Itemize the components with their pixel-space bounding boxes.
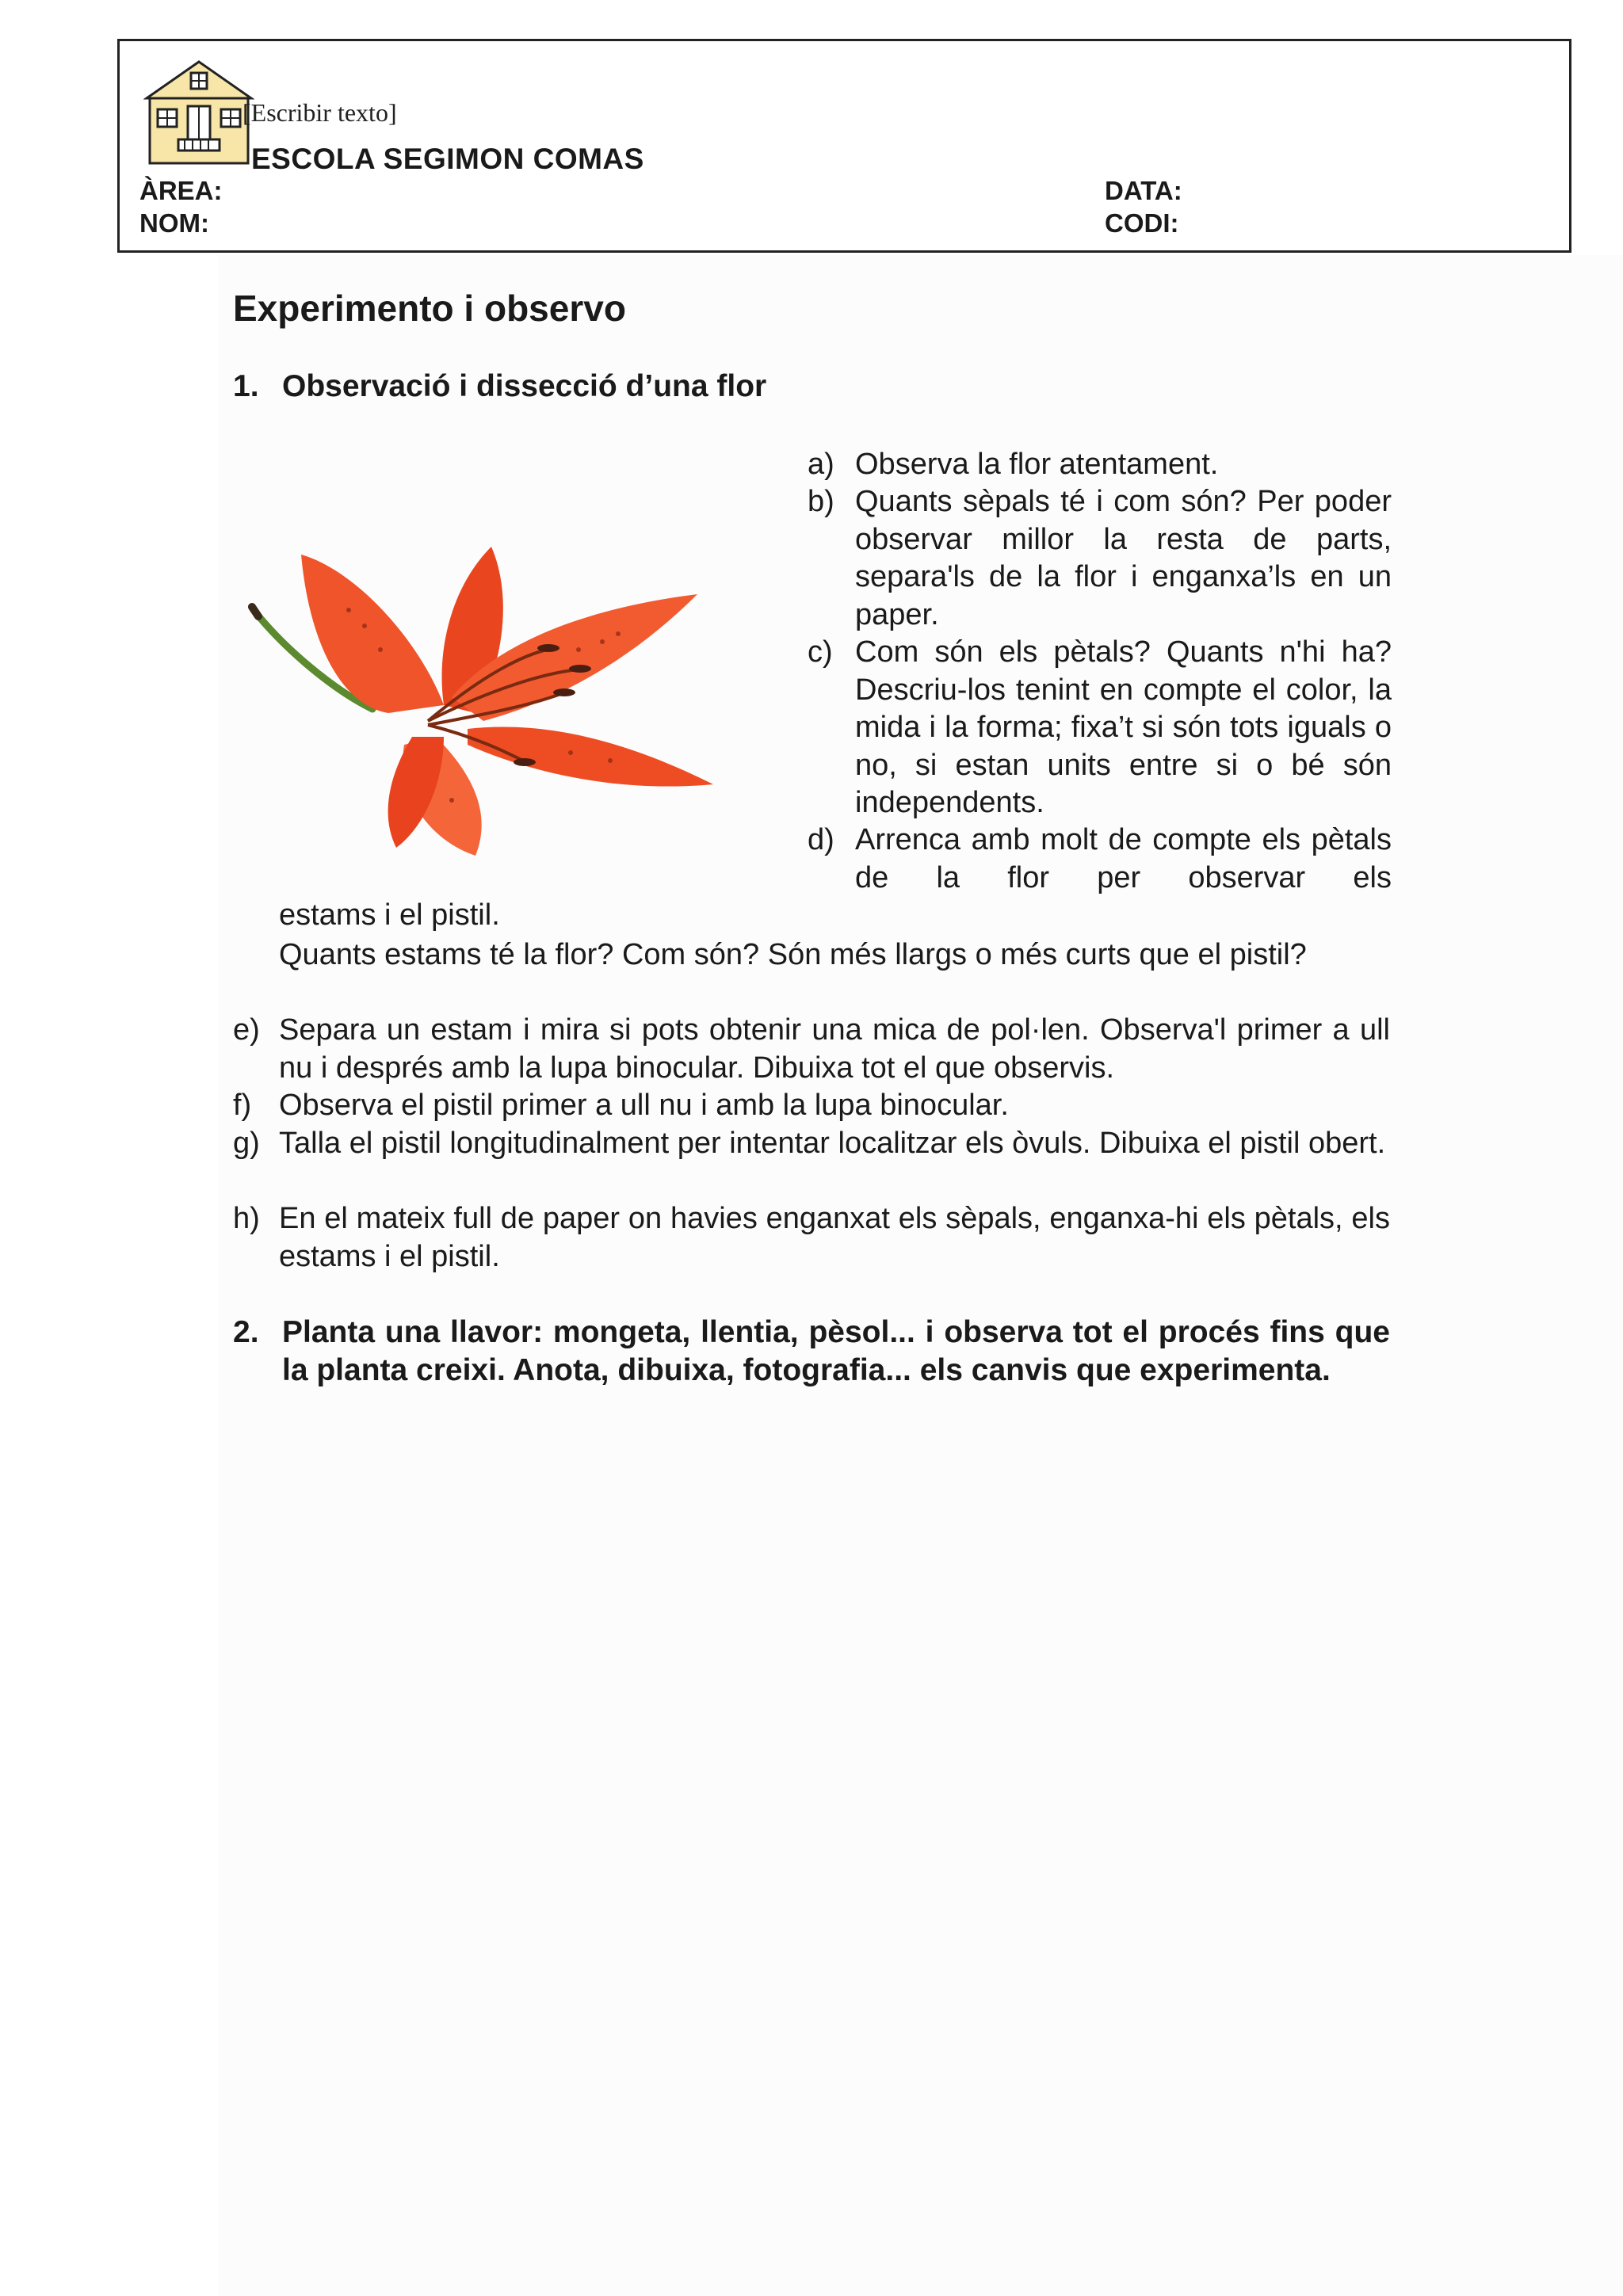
section2-text: Planta una llavor: mongeta, llentia, pèsol... i observa tot el procés fins que la planta creixi. Anota, dibuixa, fotografia... els canvis que experimenta. (282, 1315, 1390, 1387)
name-label: NOM: (139, 208, 209, 238)
item-label: c) (808, 635, 833, 669)
item-label: e) (233, 1013, 260, 1047)
item-extra-text: Quants estams té la flor? Com són? Són més llargs o més curts que el pistil? (279, 938, 1307, 971)
school-house-logo (143, 57, 254, 168)
item-text: Observa el pistil primer a ull nu i amb la lupa binocular. (279, 1089, 1009, 1122)
item-label: g) (233, 1127, 260, 1160)
item-label: h) (233, 1202, 260, 1235)
item-label: d) (808, 823, 834, 856)
school-name: ESCOLA SEGIMON COMAS (251, 143, 644, 175)
page-title: Experimento i observo (233, 288, 626, 329)
date-label: DATA: (1105, 176, 1182, 205)
item-text: Separa un estam i mira si pots obtenir una mica de pol·len. Observa'l primer a ull nu i després amb la lupa binocular. Dibuixa tot el que observis. (279, 1013, 1390, 1085)
area-label: ÀREA: (139, 176, 223, 205)
section2-number: 2. (233, 1315, 259, 1349)
item-continuation-text: estams i el pistil. (279, 898, 500, 932)
document-header (117, 39, 1571, 253)
section1-title: Observació i dissecció d’una flor (282, 369, 767, 403)
item-label: b) (808, 485, 834, 518)
item-text: Com són els pètals? Quants n'hi ha? Descriu-los tenint en compte el color, la mida i la forma; fixa’t si són tots iguals o no, si estan units entre si o bé són independents. (855, 635, 1392, 819)
lily-flower-image (238, 523, 729, 864)
item-text: Arrenca amb molt de compte els pètals de la flor per observar els (855, 823, 1392, 894)
item-label: f) (233, 1089, 252, 1122)
section1-number: 1. (233, 369, 259, 403)
header-placeholder-text: [Escribir texto] (242, 98, 397, 127)
item-text: En el mateix full de paper on havies enganxat els sèpals, enganxa-hi els pètals, els estams i el pistil. (279, 1202, 1390, 1273)
item-text: Quants sèpals té i com són? Per poder observar millor la resta de parts, separa'ls de la flor i enganxa’ls en un paper. (855, 485, 1392, 631)
item-text: Talla el pistil longitudinalment per intentar localitzar els òvuls. Dibuixa el pistil obert. (279, 1127, 1386, 1160)
item-continuation (279, 897, 500, 935)
item-label: a) (808, 448, 834, 481)
item-text: Observa la flor atentament. (855, 448, 1219, 481)
code-label: CODI: (1105, 208, 1179, 238)
